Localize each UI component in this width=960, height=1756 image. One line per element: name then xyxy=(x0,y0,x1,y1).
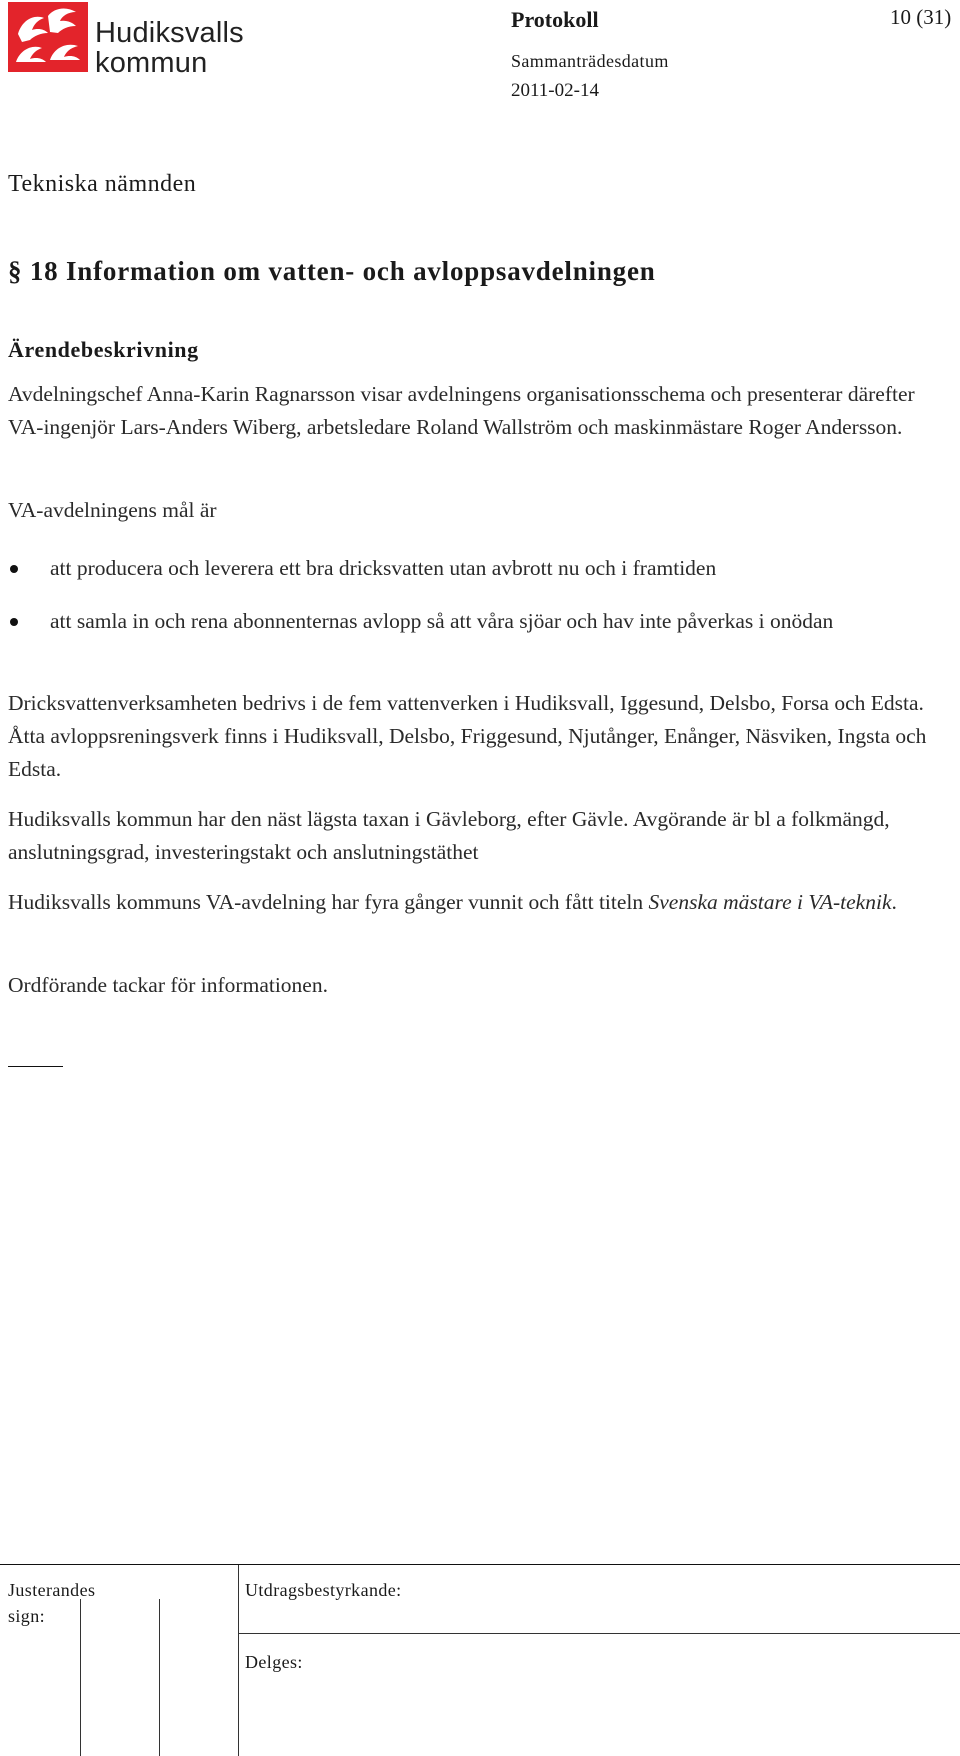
footer-divider xyxy=(159,1599,160,1756)
goals-list xyxy=(8,552,953,658)
page-indicator: 10 (31) xyxy=(890,5,952,29)
goal-text: att samla in och rena abonnenternas avlopp så att våra sjöar och hav inte påverkas i onödan xyxy=(50,609,834,633)
extract-certification-label: Utdragsbestyrkande: xyxy=(245,1580,402,1600)
footer-divider xyxy=(238,1633,960,1634)
end-rule xyxy=(8,1066,63,1067)
award-prefix: Hudiksvalls kommuns VA-avdelning har fyra gånger vunnit och fått titeln xyxy=(8,890,649,914)
meeting-date: 2011-02-14 xyxy=(511,80,599,101)
waterworks-paragraph: Dricksvattenverksamheten bedrivs i de fem vattenverken i Hudiksvall, Iggesund, Delsbo, Forsa och Edsta. Åtta avloppsreningsverk finns i Hudiksvall, Delsbo, Friggesund, Njutånger, Enånger, Näsviken, Ingsta och Edsta. xyxy=(8,691,927,781)
logo-wordmark-line1: Hudiksvalls xyxy=(95,17,244,49)
award-paragraph xyxy=(8,886,953,919)
meeting-date-label: Sammanträdesdatum xyxy=(511,51,669,71)
footer-divider xyxy=(238,1565,239,1756)
list-item xyxy=(8,552,953,585)
intro-paragraph: Avdelningschef Anna-Karin Ragnarsson visar avdelningens organisationsschema och presenterar därefter VA-ingenjör Lars-Anders Wiberg, arbetsledare Roland Wallström och maskinmästare Roger Andersson. xyxy=(8,382,915,439)
document-type: Protokoll xyxy=(511,7,599,32)
goals-lead: VA-avdelningens mål är xyxy=(8,498,217,522)
tax-paragraph: Hudiksvalls kommun har den näst lägsta taxan i Gävleborg, efter Gävle. Avgörande är bl a folkmängd, anslutningsgrad, investeringstakt och anslutningstäthet xyxy=(8,807,890,864)
distributed-to-label: Delges: xyxy=(245,1652,303,1672)
signers-label: Justerandes sign: xyxy=(8,1580,96,1626)
section-heading: § 18 Information om vatten- och avloppsavdelningen xyxy=(8,256,656,286)
goat-emblem-icon xyxy=(8,2,88,72)
committee-name: Tekniska nämnden xyxy=(8,171,197,197)
bullet-icon xyxy=(10,565,18,573)
award-suffix: . xyxy=(891,890,897,914)
logo-wordmark xyxy=(95,18,244,78)
signature-footer xyxy=(0,1564,960,1756)
list-item xyxy=(8,605,953,638)
closing-sentence: Ordförande tackar för informationen. xyxy=(8,973,328,997)
goal-text: att producera och leverera ett bra dricksvatten utan avbrott nu och i framtiden xyxy=(50,556,717,580)
bullet-icon xyxy=(10,618,18,626)
case-description-heading: Ärendebeskrivning xyxy=(8,337,199,362)
logo-wordmark-line2: kommun xyxy=(95,47,208,79)
award-title: Svenska mästare i VA-teknik xyxy=(648,890,892,914)
footer-divider xyxy=(80,1599,81,1756)
